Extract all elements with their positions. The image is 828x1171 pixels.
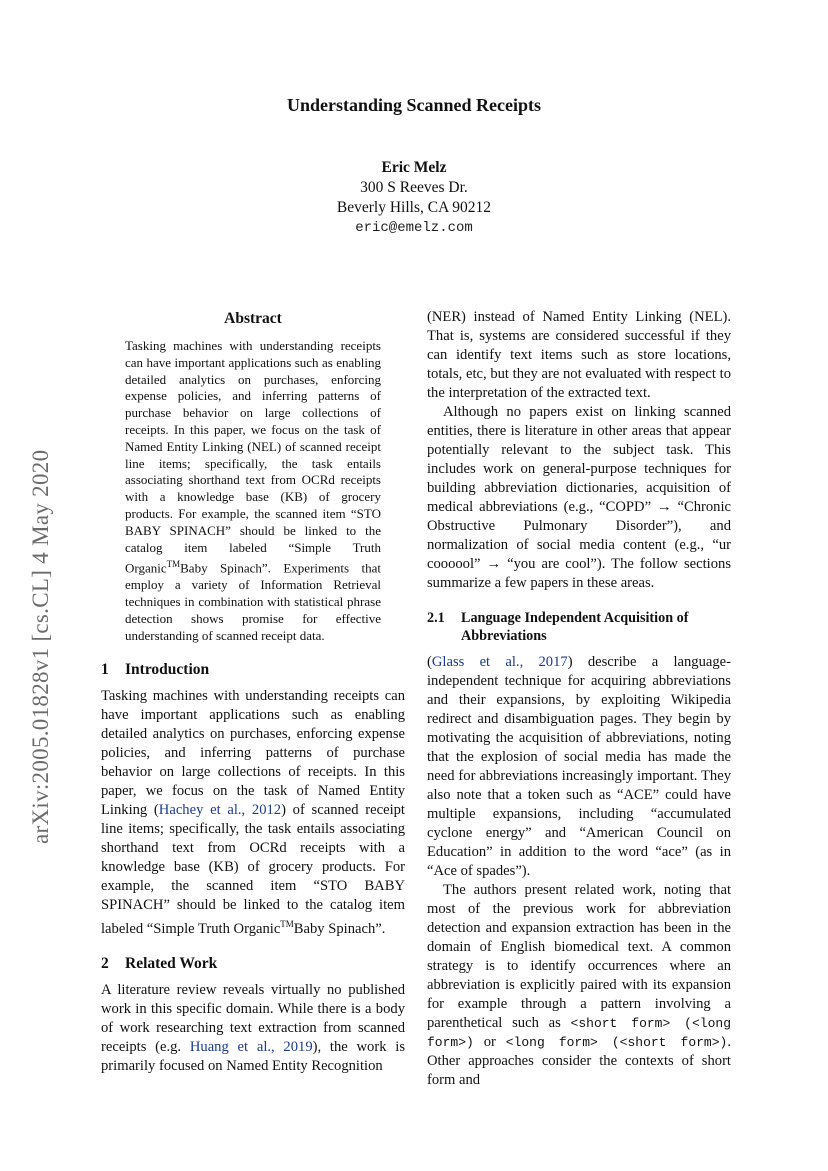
abstract-heading: Abstract: [224, 310, 282, 327]
subsection-text-2a: The authors present related work, noting that most of the previous work for abbreviation detection and expansion extraction has been in the domain of English biomedical text. A common strategy is to identify occurrences where an abbreviation is explicitly paired with its expansion for example through a pattern involving a parenthetical such as: [427, 882, 731, 1031]
trademark-superscript: TM: [166, 559, 181, 570]
related-text-a: A literature review reveals virtually no published work in this specific domain. While there is a body of work researching text extraction from scanned receipts (e.g.: [101, 981, 405, 1055]
author-address-line2: Beverly Hills, CA 90212: [336, 199, 492, 216]
paren-open: (: [427, 654, 432, 670]
citation-link[interactable]: Glass et al., 2017: [431, 654, 568, 670]
intro-text-c: Baby Spinach”.: [293, 920, 386, 937]
intro-paragraph: [101, 687, 405, 939]
citation-link[interactable]: Hachey et al., 2012: [158, 801, 282, 818]
author-block: [0, 158, 828, 238]
subsection-paragraph-1: [427, 653, 731, 881]
right-column: [427, 308, 731, 1090]
subsection-paragraph-2: [427, 881, 731, 1090]
intro-text-a: Tasking machines with understanding receipts can have important applications such as enabling detailed analytics on purchases, enforcing expense policies, and inferring patterns of purchase behavior on large collections of receipts. In this paper, we focus on the task of Named Entity Linking (: [101, 687, 405, 818]
author-name: Eric Melz: [381, 159, 447, 176]
related-number: 2: [101, 954, 109, 972]
pattern-code-2: <long form> (<short form>): [505, 1035, 728, 1050]
intro-number: 1: [101, 660, 109, 678]
related-paragraph-2: Although no papers exist on linking scanned entities, there is literature in other areas that appear potentially relevant to the subject task. This includes work on general-purpose techniques for building abbreviation dictionaries, acquisition of medical abbreviations (e.g., “COPD” → “Chronic Obstructive Pulmonary Disorder”), and normalization of social media content (e.g., “ur coooool” → “you are cool”). The follow sections summarize a few papers in these areas.: [427, 404, 731, 591]
abstract-text: [125, 338, 381, 645]
paper-title: Understanding Scanned Receipts: [286, 95, 542, 115]
subsection-text-2b: . Other approaches consider the contexts of short form and: [427, 1034, 731, 1088]
pattern-code-1: <short form> (<long form>): [427, 1016, 731, 1050]
intro-text-b: ) of scanned receipt line items; specifically, the task entails associating shorthand text from OCRd receipts with a knowledge base (KB) of grocery products. For example, the scanned item “STO BABY SPINACH” should be linked to the catalog item labeled “Simple Truth Organic: [101, 801, 405, 937]
subsection-number: 2.1: [427, 610, 445, 626]
author-email: eric@emelz.com: [355, 220, 473, 236]
left-column: [101, 308, 405, 1076]
citation-link[interactable]: Huang et al., 2019: [189, 1038, 313, 1055]
intro-title: Introduction: [125, 660, 210, 678]
or-text: or: [473, 1034, 506, 1050]
abstract-text-a: Tasking machines with understanding receipts can have important applications such as enabling detailed analytics on purchases, enforcing expense policies, and inferring patterns of purchase behavior on large collections of receipts. In this paper, we focus on the task of Named Entity Linking (NEL) of scanned receipt line items; specifically, the task entails associating shorthand text from OCRd receipts with a knowledge base (KB) of grocery products. For example, the scanned item “STO BABY SPINACH” should be linked to the catalog item labeled “Simple Truth Organic: [125, 338, 381, 576]
related-heading: [101, 955, 405, 973]
abstract-text-b: Baby Spinach”. Experiments that employ a variety of Information Retrieval techniques in combination with statistical phrase detection shows promise for effective understanding of scanned receipt data.: [125, 560, 381, 643]
author-address-line1: 300 S Reeves Dr.: [360, 179, 468, 196]
arxiv-stamp: [20, 364, 60, 844]
intro-heading: [101, 661, 405, 679]
related-text-b: ), the work is primarily focused on Named Entity Recognition: [101, 1038, 405, 1074]
subsection-title: Language Independent Acquisition of Abbreviations: [461, 610, 689, 644]
arxiv-stamp-text: arXiv:2005.01828v1 [cs.CL] 4 May 2020: [28, 449, 53, 844]
trademark-superscript: TM: [280, 918, 294, 929]
subsection-text-1: ) describe a language-independent technique for acquiring abbreviations and their expansions, by exploiting Wikipedia redirect and disambiguation pages. They begin by motivating the acquisition of abbreviations, noting that the explosion of social media has made the need for abbreviations increasingly important. They also note that a token such as “ACE” could have multiple expansions, including “accumulated cyclone energy” and “American Council on Education” in addition to the word “ace” (as in “Ace of spades”).: [427, 654, 731, 879]
subsection-heading: [427, 609, 731, 645]
related-paragraph: [101, 981, 405, 1076]
related-title: Related Work: [125, 954, 218, 972]
related-paragraph-continued: (NER) instead of Named Entity Linking (NEL). That is, systems are considered successful if they can identify text items such as store locations, totals, etc, but they are not evaluated with respect to the interpretation of the extracted text.: [427, 309, 731, 401]
